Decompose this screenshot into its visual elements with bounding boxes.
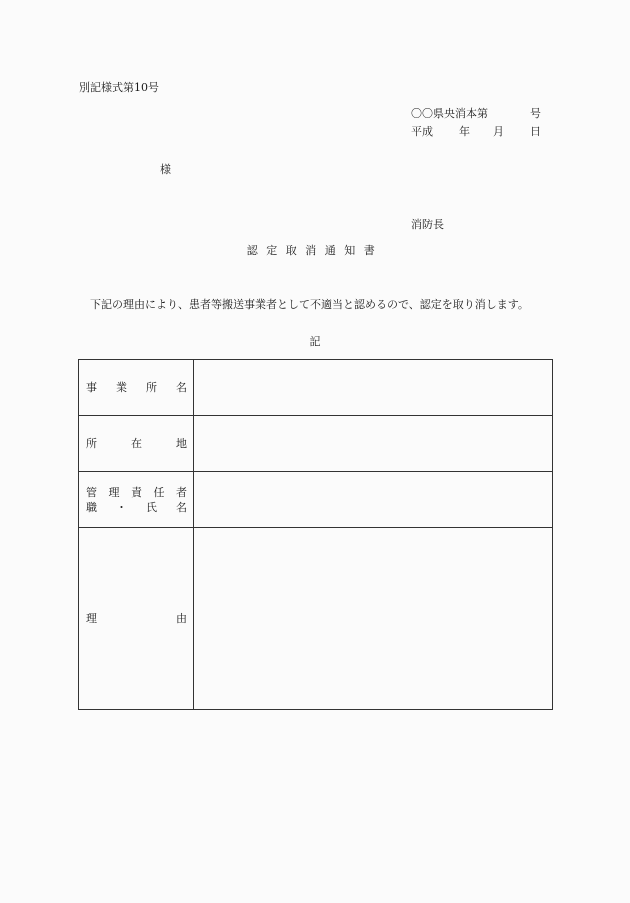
- addressee-suffix: 様: [160, 163, 171, 176]
- row-value-reason: [194, 528, 553, 710]
- form-number: 別記様式第10号: [79, 81, 159, 94]
- row-label-reason: 理 由: [79, 528, 194, 710]
- row-value-business-name: [194, 360, 553, 416]
- date-day: 日: [530, 125, 541, 138]
- issue-date: [411, 125, 541, 139]
- document-title: 認定取消通知書: [246, 244, 384, 257]
- note-heading: 記: [309, 335, 321, 348]
- date-month: 月: [493, 125, 504, 138]
- row-value-manager: [194, 472, 553, 528]
- document-number-label: 〇〇県央消本第: [411, 107, 488, 120]
- document-number-suffix: 号: [530, 107, 541, 120]
- date-year: 年: [459, 125, 470, 138]
- table-row: [79, 416, 553, 472]
- row-value-location: [194, 416, 553, 472]
- row-label-manager: 管 理 責 任 者 職 ・ 氏 名: [79, 472, 194, 528]
- table-row: [79, 360, 553, 416]
- issuer-title: 消防長: [411, 218, 444, 231]
- table-row: [79, 528, 553, 710]
- row-label-business-name: 事 業 所 名: [79, 360, 194, 416]
- row-label-location: 所 在 地: [79, 416, 194, 472]
- table-row: [79, 472, 553, 528]
- date-era: 平成: [411, 125, 433, 138]
- record-table: [78, 359, 553, 710]
- body-text: 下記の理由により、患者等搬送事業者として不適当と認めるので、認定を取り消します。: [90, 298, 529, 311]
